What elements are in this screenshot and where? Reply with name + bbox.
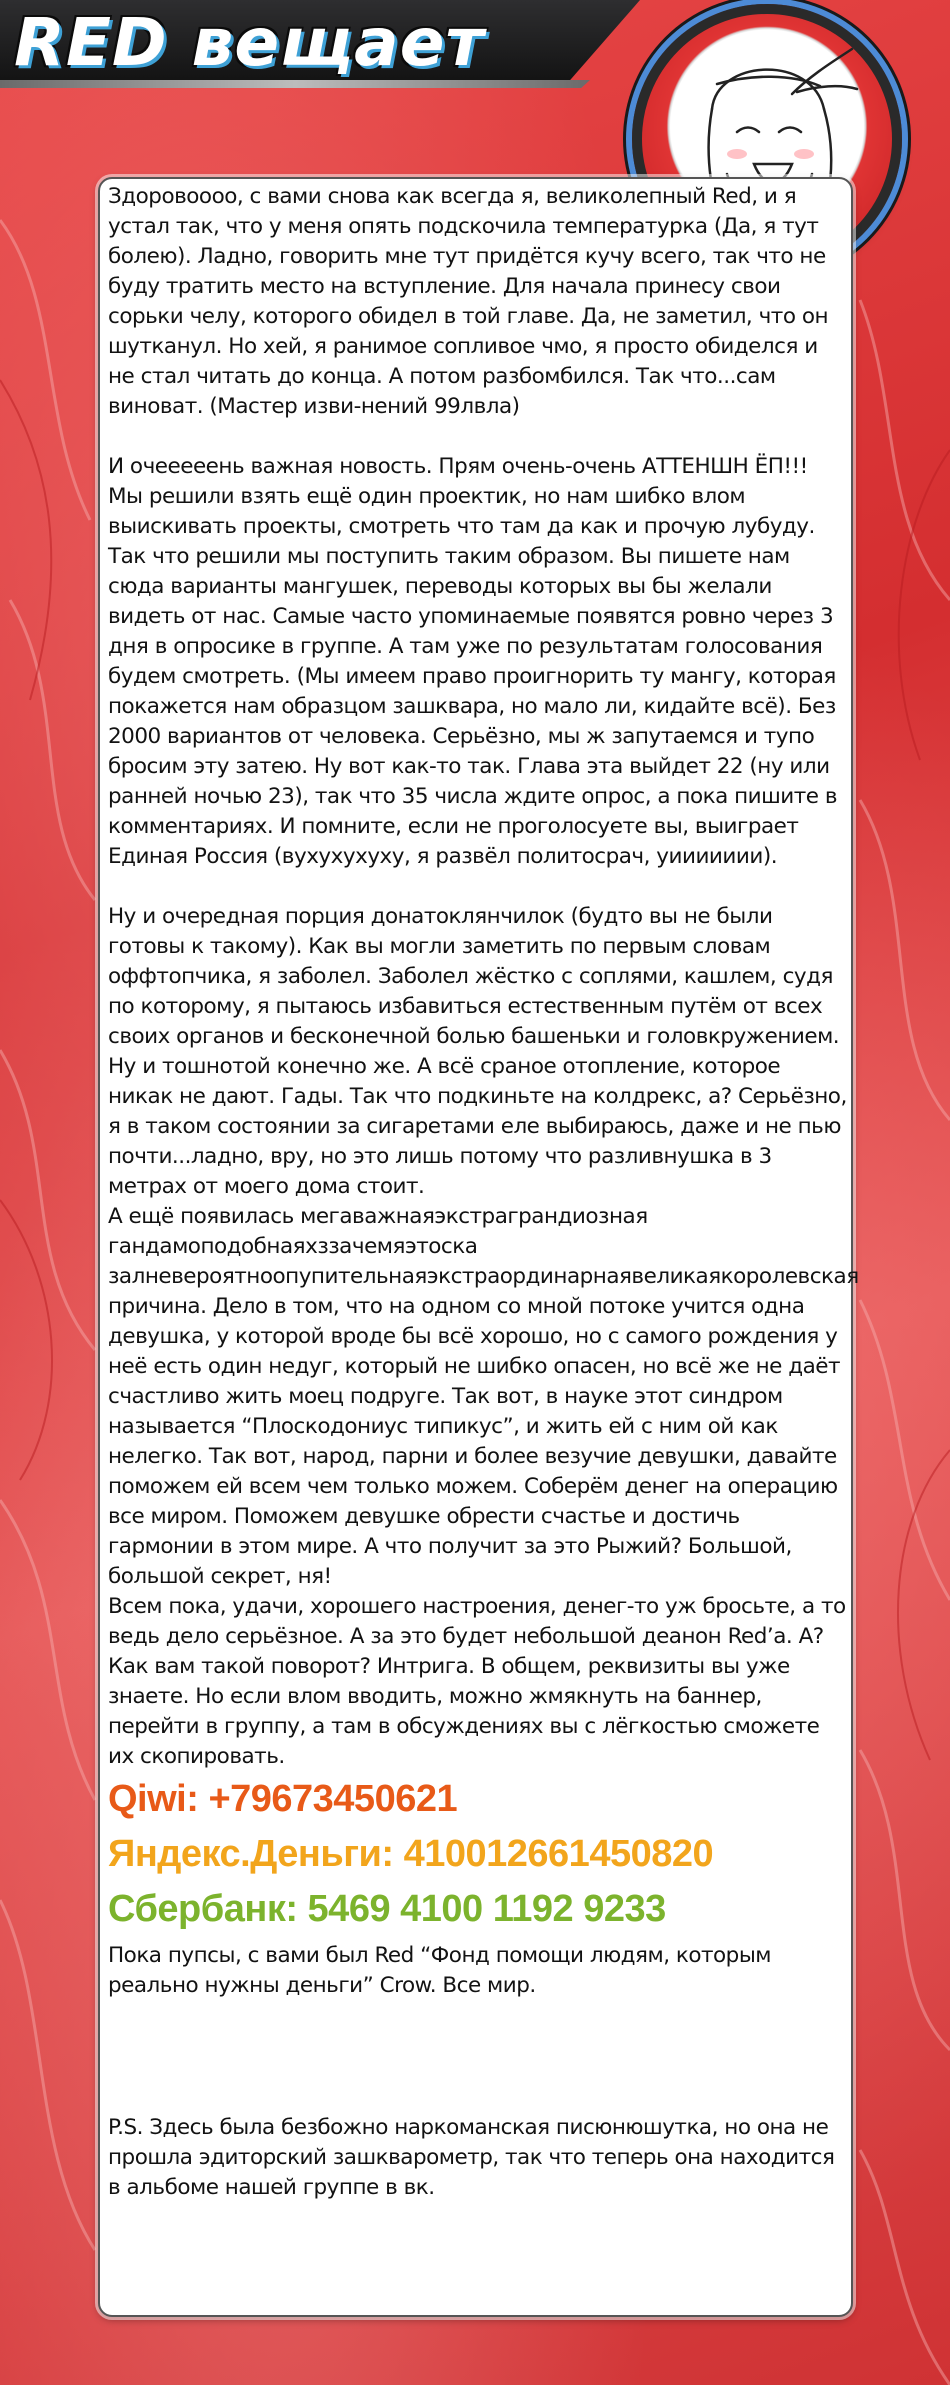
post-content [108,182,859,2203]
news-paragraph: И очееееень важная новость. Прям очень-очень АТТЕНШН ЁП!!! Мы решили взять ещё один проектик, но нам шибко влом выискивать проекты, смотреть что там да как и прочую лубуду. Так что решили мы поступить таким образом. Вы пишете нам сюда варианты мангушек, переводы которых вы бы желали видеть от нас. Самые часто упоминаемые появятся ровно через 3 дня в опросике в группе. А там уже по результатам голосования будем смотреть. (Мы имеем право проигнорить ту мангу, которая покажется нам образцом зашквара, но мало ли, кидайте всё). Без 2000 вариантов от человека. Серьёзно, мы ж запутаемся и тупо бросим эту затею. Ну вот как-то так. Глава эта выйдет 22 (ну или ранней ночью 23), так что 35 числа ждите опрос, а пока пишите в комментариях. И помните, если не проголосуете вы, выиграет Единая Россия (вухухухуху, я развёл политосрач, уиииииии). [108,454,838,869]
header-title: RED вещает [14,4,485,81]
donation-paragraph-2: А ещё появилась мегаважнаяэкстраграндиозная гандамоподобнаяхззачемяэтоскa залневероятноопупительнаяэкстраординарнаявеликаякоролевская причина. Дело в том, что на одном со мной потоке учится одна девушка, у которой вроде бы всё хорошо, но с самого рождения у неё есть один недуг, который не шибко опасен, но всё же не даёт счастливо жить моец подруге. Так вот, в науке этот синдром называется “Плоскодониус типикус”, и жить ей с ним ой как нелегко. Так вот, народ, парни и более везучие девушки, давайте поможем ей всем чем только можем. Соберём денег на операцию все миром. Поможем девушке обрести счастье и достичь гармонии в этом мире. А что получит за это Рыжий? Большой, большой секрет, ня! [108,1204,859,1589]
donation-paragraph-3: Всем пока, удачи, хорошего настроения, денег-то уж бросьте, а то ведь дело серьёзное. А за это будет небольшой деанон Red’a. А? Как вам такой поворот? Интрига. В общем, реквизиты вы уже знаете. Но если влом вводить, можно жмякнуть на баннер, перейти в группу, а там в обсуждениях вы с лёгкостью сможете их скопировать. [108,1594,846,1769]
closing-paragraph: Пока пупсы, с вами был Red “Фонд помощи людям, которым реально нужны деньги” Crow. Все мир. [108,1943,772,1998]
yandex-money-requisites: Яндекс.Деньги: 410012661450820 [108,1833,714,1875]
sberbank-requisites: Сбербанк: 5469 4100 1192 9233 [108,1888,666,1930]
qiwi-requisites: Qiwi: +79673450621 [108,1778,458,1820]
paragraph-gap [108,872,848,902]
paragraph-gap [108,422,848,452]
ps-paragraph: P.S. Здесь была безбожно наркоманская писюнюшутка, но она не прошла эдиторский зашкваромeтр, так что теперь она находится в альбоме нашей группе в вк. [108,2115,835,2200]
donation-paragraph-1: Ну и очередная порция донатоклянчилок (будто вы не были готовы к такому). Как вы могли заметить по первым словам оффтопчика, я заболел. Заболел жёстко с соплями, кашлем, судя по которому, я пытаюсь избавиться естественным путём от всех своих органов и бесконечной болью башеньки и головкружением. Ну и тошнотой конечно же. А всё сраное отопление, которое никак не дают. Гады. Так что подкиньте на колдрекс, а? Серьёзно, я в таком состоянии за сигаретами еле выбираюсь, даже и не пью почти...ладно, вру, но это лишь потому что разливнушка в 3 метрах от моего дома стоит. [108,904,847,1199]
intro-paragraph: Здоровоооо, с вами снова как всегда я, великолепный Red, и я устал так, что у меня опять подскочила температурка (Да, я тут болею). Ладно, говорить мне тут придётся кучу всего, так что не буду тратить место на вступление. Для начала принесу свои сорьки челу, которого обидел в той главе. Да, не заметил, что он шутканул. Но хей, я ранимое сопливое чмо, я просто обиделся и не стал читать до конца. А потом разбомбился. Так что...сам виноват. (Мастер изви-нений 99лвла) [108,184,829,419]
